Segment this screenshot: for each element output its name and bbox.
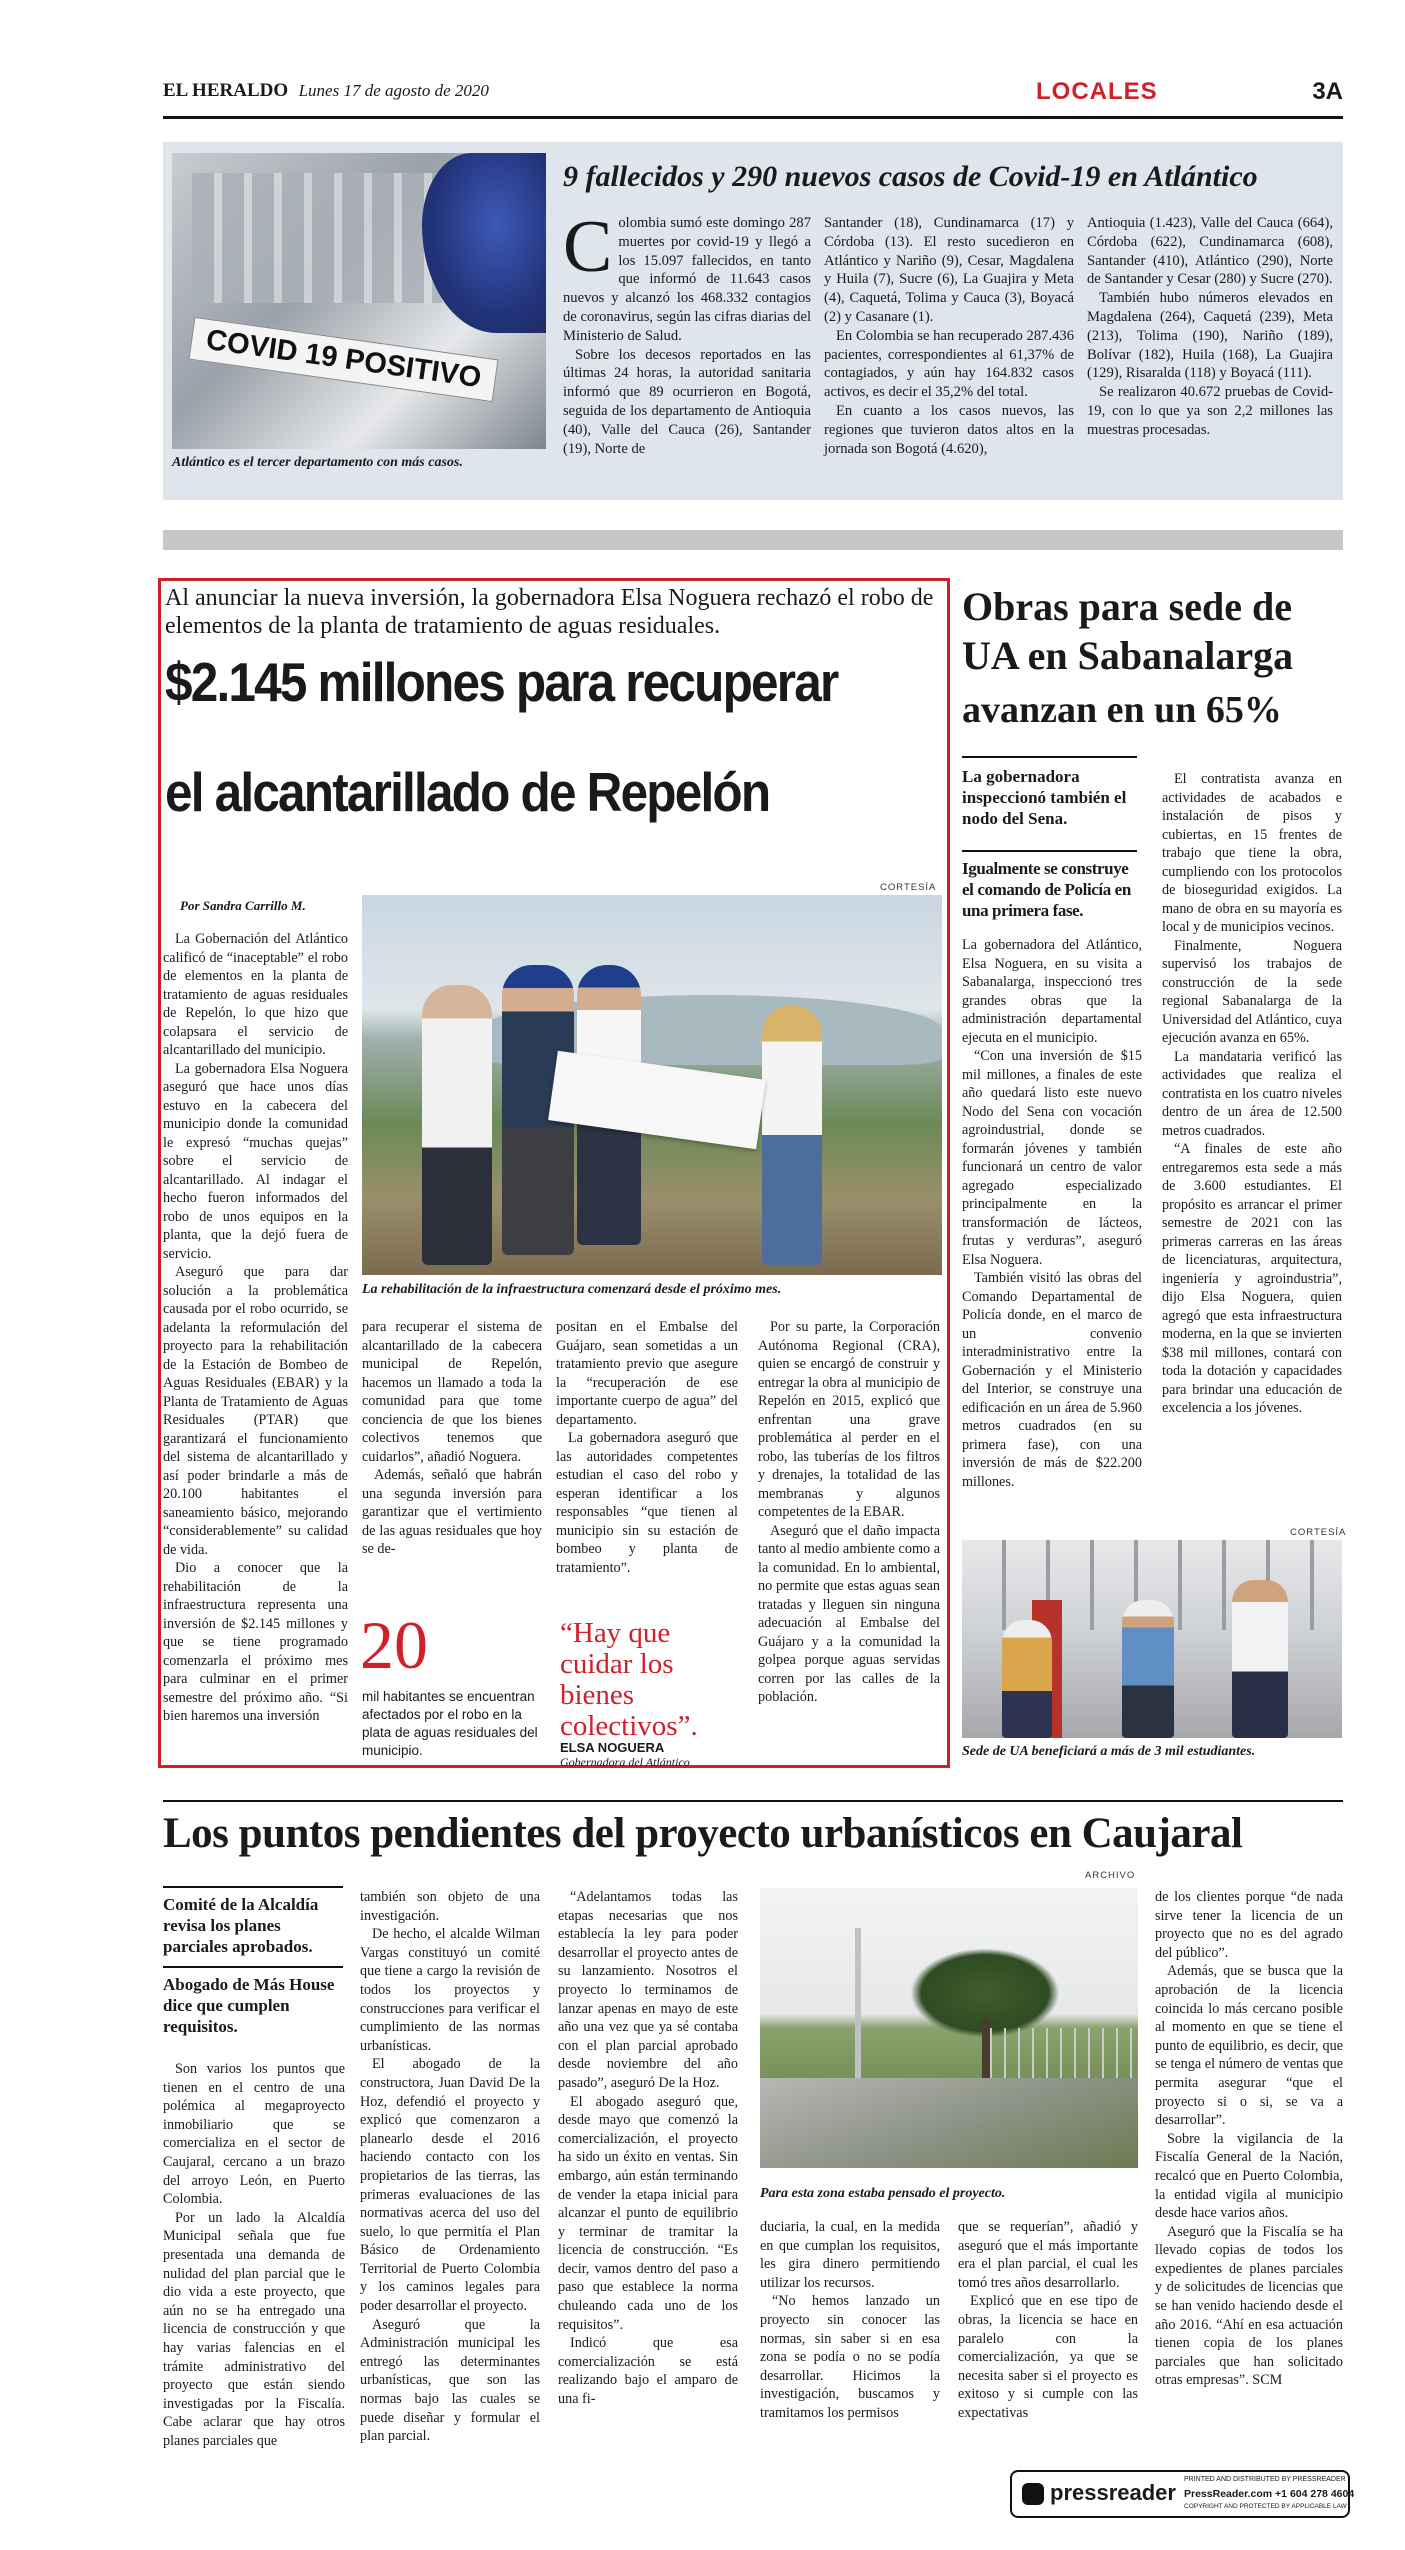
worker-3 [1232, 1580, 1288, 1738]
footer-line-3: COPYRIGHT AND PROTECTED BY APPLICABLE LAW [1184, 2503, 1347, 2510]
section-name: LOCALES [1036, 78, 1158, 105]
footer-line-1: PRINTED AND DISTRIBUTED BY PRESSREADER [1184, 2476, 1346, 2483]
repelon-col-3 [556, 1318, 738, 1577]
sabanalarga-paragraph: “Con una inversión de $15 mil millones, a finales de este año quedará listo este nuevo Nodo del Sena con vocación agroindustrial, donde se formarán jóvenes y también funcionará un centro de valor agregado especializado principalmente en la transformación de lácteos, frutas y verduras”, aseguró Elsa Noguera. [962, 1048, 1142, 1268]
caujaral-paragraph: “No hemos lanzado un proyecto sin conocer las normas, sin saber si en esa zona se podía o no se podía desarrollar. Hicimos la investigación, buscamos y tramitamos los permisos [760, 2293, 940, 2421]
covid-caption: Atlántico es el tercer departamento con más casos. [172, 455, 463, 470]
stat-number: 20 [360, 1607, 428, 1683]
sabanalarga-headline-2: UA en Sabanalarga [962, 633, 1294, 678]
sabanalarga-paragraph: La mandataria verificó las actividades que realiza el contratista en los cuatro niveles dentro de un área de 12.500 metros cuadrados. [1162, 1048, 1342, 1139]
quote-role: Gobernadora del Atlántico [560, 1755, 690, 1769]
caujaral-credit: ARCHIVO [1085, 1870, 1136, 1881]
repelon-col-4 [758, 1318, 940, 1707]
caujaral-col-6 [1155, 1888, 1343, 2390]
caujaral-top-rule [163, 1800, 1343, 1802]
page-date: Lunes 17 de agosto de 2020 [298, 81, 489, 100]
tree-trunk [982, 2018, 990, 2078]
repelon-headline-2: el alcantarillado de Repelón [165, 761, 770, 823]
pressreader-logo-icon [1022, 2483, 1044, 2505]
sabanalarga-col-2 [1162, 770, 1342, 1418]
repelon-paragraph: Aseguró que para dar solución a la problemática causada por el robo ocurrido, se adelanta la reformulación del proyecto para la rehabilitación de la Estación de Bombeo de Aguas Residuales (EBAR) y la Planta de Tratamiento de Aguas Residuales (PTAR) que garantizará el funcionamiento del sistema de alcantarillado y así poder brindarle a más de 20.100 habitantes el saneamiento básico, mejorando “considerablemente” su calidad de vida. [163, 1264, 348, 1558]
caujaral-col-2 [360, 1888, 540, 2446]
caujaral-caption: Para esta zona estaba pensado el proyecto. [760, 2186, 1006, 2201]
sabanalarga-credit: CORTESÍA [1290, 1527, 1347, 1538]
caujaral-paragraph: de los clientes porque “de nada sirve tener la licencia de un proyecto que no es del agrado del público”. [1155, 1889, 1343, 1961]
sabanalarga-paragraph: Finalmente, Noguera supervisó los trabajos de construcción de la sede regional Sabanalarga de la Universidad del Atlántico, cuya ejecución avanza en 65%. [1162, 937, 1342, 1046]
section-separator [163, 530, 1343, 550]
utility-pole [855, 1928, 861, 2098]
sabanalarga-paragraph: También visitó las obras del Comando Departamental de Policía donde, en el marco de un convenio interadministrativo entre la Gobernación y el Ministerio del Interior, se construye una edificación en un área de 5.960 metros cuadrados (en su primera fase), con una inversión de más de $22.200 millones. [962, 1270, 1142, 1490]
footer-line-2: PressReader.com +1 604 278 4604 [1184, 2488, 1355, 2500]
covid-col-1 [563, 206, 811, 458]
sabanalarga-headline-3: avanzan en un 65% [962, 689, 1282, 731]
caujaral-paragraph: Sobre la vigilancia de la Fiscalía General de la Nación, recalcó que en Puerto Colombia, la entidad vigila al municipio desde hace varios años. [1155, 2130, 1343, 2222]
covid-paragraph: En Colombia se han recuperado 287.436 pacientes, correspondientes al 61,37% de contagiados, y aún hay 164.832 casos activos, es decir el 35,2% del total. [824, 327, 1074, 401]
caujaral-paragraph: Explicó que en ese tipo de obras, la licencia se hace en paralelo con la comercialización, ya que se necesita saber si el proyecto es exitoso y si cumple con las expectativas [958, 2293, 1138, 2421]
repelon-paragraph: Por su parte, la Corporación Autónoma Regional (CRA), quien se encargó de construir y entregar la obra al municipio de Repelón en 2015, explicó que enfrentan una grave problemática al perder en el robo, las tuberías de los filtros y drenajes, la totalidad de las membranas y algunos competentes de la EBAR. [758, 1319, 940, 1520]
repelon-paragraph: Dio a conocer que la rehabilitación de la infraestructura representa una inversión de $2.145 millones y que se tiene programado comenzarla el próximo mes para culminar en el primer semestre del próximo año. “Si bien haremos una inversión [163, 1560, 348, 1724]
caujaral-headline: Los puntos pendientes del proyecto urbanísticos en Caujaral [163, 1810, 1243, 1857]
repelon-photo [362, 895, 942, 1275]
caujaral-photo [760, 1888, 1138, 2168]
sabanalarga-sub-rule [962, 756, 1137, 758]
sabanalarga-sub-1: La gobernadora inspeccionó también el nodo del Sena. [962, 767, 1127, 828]
repelon-paragraph: Aseguró que el daño impacta tanto al medio ambiente como a la comunidad. En lo ambiental, no permite que estas aguas sean tratadas y lleguen sin ninguna adecuación al Embalse del Guájaro y a la comunidad la golpea porque aguas servidas corren por las calles de la población. [758, 1522, 940, 1705]
caujaral-col-1 [163, 2060, 345, 2450]
caujaral-paragraph: Aseguró que la Fiscalía se ha llevado copias de todos los expedientes de planes parciales y de solicitudes de licencias que se han venido haciendo desde el año 2016. “Ahí en esa actuación tienen copia de los planes parciales que han solicitado otras empresas”. SCM [1155, 2223, 1343, 2389]
caujaral-col-5 [958, 2218, 1138, 2423]
caujaral-paragraph: El abogado de la constructora, Juan David De la Hoz, defendió el proyecto y explicó que comenzaron a planearlo desde el 2016 haciendo contacto con los propietarios de las tierras, las primeras evaluaciones de las normativas acerca del uso del suelo, lo que permitía el Plan Básico de Ordenamiento Territorial de Puerto Colombia y los caminos legales para poder desarrollar el proyecto. [360, 2056, 540, 2315]
sabanalarga-sub-2: Igualmente se construye el comando de Policía en una primera fase. [962, 859, 1131, 920]
caujaral-sub-rule [163, 1886, 343, 1888]
caujaral-paragraph: “Adelantamos todas las etapas necesarias que nos establecía la ley para poder desarrollar el proyecto antes de su lanzamiento. Nosotros el proyecto lo terminamos de lanzar apenas en mayo de este año una vez que ya sé contaba con el plan parcial aprobado desde noviembre del año pasado”, aseguró De la Hoz. [558, 1889, 738, 2091]
repelon-paragraph: para recuperar el sistema de alcantarillado de la cabecera municipal de Repelón, hacemos un llamado a toda la comunidad para que tome conciencia de que los bienes colectivos tenemos que cuidarlos”, añadió Noguera. [362, 1319, 542, 1465]
repelon-paragraph: La gobernadora Elsa Noguera aseguró que hace unos días estuvo en la cabecera del municipio donde la comunidad le expresó “muchas quejas” sobre el servicio de alcantarillado. Al indagar el hecho fueron informados del robo de unos equipos en la planta, que la dejó fuera de servicio. [163, 1060, 348, 1262]
covid-photo [172, 153, 546, 449]
covid-paragraph: Santander (18), Cundinamarca (17) y Córdoba (13). El resto sucedieron en Atlántico y Nariño (9), Cesar, Magdalena y Huila (7), Sucre (6), La Guajira y Meta (4), Caquetá, Tolima y Cauca (3), Boyacá (2) y Casanare (1). [824, 215, 1074, 325]
caujaral-paragraph: De hecho, el alcalde Wilman Vargas constituyó un comité que tiene a cargo la revisión de todos los proyectos y construcciones para verificar el cumplimiento de las normas urbanísticas. [360, 1926, 540, 2054]
covid-paragraph: Se realizaron 40.672 pruebas de Covid-19, con lo que ya son 2,2 millones las muestras procesadas. [1087, 384, 1333, 438]
person-4 [762, 1005, 822, 1265]
sabanalarga-paragraph: “A finales de este año entregaremos esta sede a más de 3.600 estudiantes. El propósito es arrancar el primer semestre de 2021 con las primeras carreras en las áreas de licenciaturas, arquitectura, ingeniería y agroindustria”, dijo Elsa Noguera, quien agregó que esta infraestructura moderna, en la que se invierten $38 mil millones, contará con toda la dotación y capacidades para brindar una educación de excelencia a los jóvenes. [1162, 1141, 1342, 1416]
repelon-paragraph: La Gobernación del Atlántico calificó de “inaceptable” el robo de elementos en la planta de tratamiento de aguas residuales de Repelón, lo que hizo que colapsara el servicio de alcantarillado del municipio. [163, 931, 348, 1058]
caujaral-paragraph: que se requerían”, añadió y aseguró que el más importante era el plan parcial, el cual les tomó tres años desarrollarlo. [958, 2219, 1138, 2291]
person-1 [422, 985, 492, 1265]
caujaral-col-4 [760, 2218, 940, 2423]
page-header [163, 80, 1343, 114]
road [760, 2078, 1138, 2168]
paper-name: EL HERALDO [163, 80, 289, 101]
drop-cap: C [563, 206, 613, 288]
repelon-caption: La rehabilitación de la infraestructura comenzará desde el próximo mes. [362, 1282, 782, 1297]
covid-col-3 [1087, 214, 1333, 440]
sabanalarga-caption: Sede de UA beneficiará a más de 3 mil estudiantes. [962, 1744, 1256, 1759]
gloved-hand [422, 153, 546, 333]
caujaral-paragraph: duciaria, la cual, en la medida en que cumplan los requisitos, les gira dinero permitiendo utilizar los recursos. [760, 2219, 940, 2291]
repelon-credit: CORTESÍA [880, 882, 937, 893]
repelon-headline-1: $2.145 millones para recuperar [165, 651, 838, 713]
caujaral-sub-2: Abogado de Más House dice que cumplen requisitos. [163, 1975, 335, 2036]
quote-author: ELSA NOGUERA [560, 1740, 665, 1755]
sabanalarga-paragraph: La gobernadora del Atlántico, Elsa Noguera, en su visita a Sabanalarga, inspeccionó tres grandes obras que la administración departamental ejecuta en el municipio. [962, 937, 1142, 1046]
covid-paragraph: En cuanto a los casos nuevos, las regiones que tuvieron datos altos en la jornada son Bogotá (4.620), [824, 402, 1074, 457]
caujaral-sub-rule-2 [163, 1966, 343, 1968]
caujaral-paragraph: Aseguró que la Administración municipal les entregó las determinantes urbanísticas, que son las normas bajo las cuales se puede diseñar y formular el plan parcial. [360, 2316, 540, 2445]
repelon-col-2 [362, 1318, 542, 1559]
caujaral-paragraph: Además, que se busca que la aprobación de la licencia coincida lo más cercano posible al momento en que se tiene el punto de equilibrio, es decir, que se tenga el número de ventas que permita asegurar “que el proyecto si o si, se va a desarrollar”. [1155, 1963, 1343, 2129]
sabanalarga-paragraph: El contratista avanza en actividades de acabados e instalación de pisos y cubiertas, en 15 frentes de trabajo que tiene la obra, cumpliendo con los protocolos de bioseguridad exigidos. La mano de obra en su mayoría es local y de municipios vecinos. [1162, 771, 1342, 935]
sabanalarga-headline-1: Obras para sede de [962, 584, 1292, 629]
covid-label: COVID 19 POSITIVO [189, 317, 499, 402]
worker-1 [1002, 1620, 1052, 1738]
repelon-kicker: Al anunciar la nueva inversión, la gobernadora Elsa Noguera rechazó el robo de elementos de la planta de tratamiento de aguas residuales. [165, 585, 934, 639]
pressreader-brand: pressreader [1050, 2480, 1176, 2505]
header-rule [163, 116, 1343, 119]
stat-text: mil habitantes se encuentran afectados por el robo en la plata de aguas residuales del municipio. [362, 1689, 538, 1758]
worker-2 [1122, 1600, 1174, 1738]
caujaral-sub-1: Comité de la Alcaldía revisa los planes parciales aprobados. [163, 1895, 319, 1956]
repelon-byline: Por Sandra Carrillo M. [180, 898, 306, 913]
caujaral-paragraph: Por un lado la Alcaldía Municipal señala que fue presentada una demanda de nulidad del plan parcial que le dio vida a este proyecto, que aún no se ha entregado una licencia de construcción y que hay varias falencias en el trámite administrativo del proyecto que están siendo investigadas por la Fiscalía. Cabe aclarar que hay otros planes parciales que [163, 2209, 345, 2449]
covid-headline: 9 fallecidos y 290 nuevos casos de Covid-19 en Atlántico [563, 160, 1258, 193]
covid-col-2 [824, 214, 1074, 458]
sabanalarga-photo [962, 1540, 1342, 1738]
pressreader-badge[interactable] [1010, 2470, 1355, 2518]
repelon-paragraph: Además, señaló que habrán una segunda inversión para garantizar que el vertimiento de las aguas residuales que hoy se de- [362, 1467, 542, 1557]
caujaral-paragraph: Indicó que esa comercialización se está realizando bajo el amparo de una fi- [558, 2335, 738, 2408]
pull-quote: “Hay que cuidar los bienes colectivos”. [560, 1617, 698, 1742]
covid-paragraph: Antioquia (1.423), Valle del Cauca (664), Córdoba (622), Cundinamarca (608), Santander (410), Atlántico (290), Norte de Santander y Cesar (280) y Sucre (270). [1087, 215, 1333, 288]
repelon-paragraph: positan en el Embalse del Guájaro, sean sometidas a un tratamiento previo que asegure la “recuperación de ese importante cuerpo de agua” del departamento. [556, 1319, 738, 1428]
test-tube-rack [192, 173, 442, 303]
sabanalarga-sub-rule-2 [962, 850, 1137, 852]
sabanalarga-col-1 [962, 936, 1142, 1491]
repelon-paragraph: La gobernadora aseguró que las autoridades competentes estudian el caso del robo y esperan identificar a los responsables “que tienen al municipio sin su estación de bombeo y planta de tratamiento”. [556, 1430, 738, 1576]
caujaral-paragraph: El abogado aseguró que, desde mayo que comenzó la comercialización, el proyecto ha sido un éxito en ventas. Sin embargo, aún están terminando de vender la etapa inicial para alcanzar el punto de equilibrio y terminar de tramitar la licencia de construcción. “Es decir, vamos dentro del paso a paso que establece la norma chuleando cada uno de los requisitos”. [558, 2093, 738, 2333]
covid-paragraph: También hubo números elevados en Magdalena (264), Caquetá (239), Meta (213), Tolima (190), Nariño (189), Bolívar (182), Huila (168), La Guajira (129), Risaralda (118) y Boyacá (111). [1087, 290, 1333, 382]
caujaral-paragraph: Son varios los puntos que tienen en el centro de una polémica al megaproyecto inmobiliario que se comercializa en el sector de Caujaral, cercano a un brazo del arroyo León, en Puerto Colombia. [163, 2061, 345, 2208]
caujaral-col-3 [558, 1888, 738, 2409]
repelon-col-1 [163, 930, 348, 1726]
covid-lead: olombia sumó este domingo 287 muertes por covid-19 y llegó a los 15.097 fallecidos, en tanto que informó de 11.643 casos nuevos y alcanzó los 468.332 contagios de coronavirus, según las cifras diarias del Ministerio de Salud. [563, 215, 811, 344]
caujaral-paragraph: también son objeto de una investigación. [360, 1889, 540, 1924]
page-number: 3A [1312, 78, 1343, 105]
covid-paragraph: Sobre los decesos reportados en las últimas 24 horas, la autoridad sanitaria informó que 89 ocurrieron en Bogotá, seguida de los departamento de Antioquia (40), Valle del Cauca (26), Santander (19), Norte de [563, 346, 811, 457]
